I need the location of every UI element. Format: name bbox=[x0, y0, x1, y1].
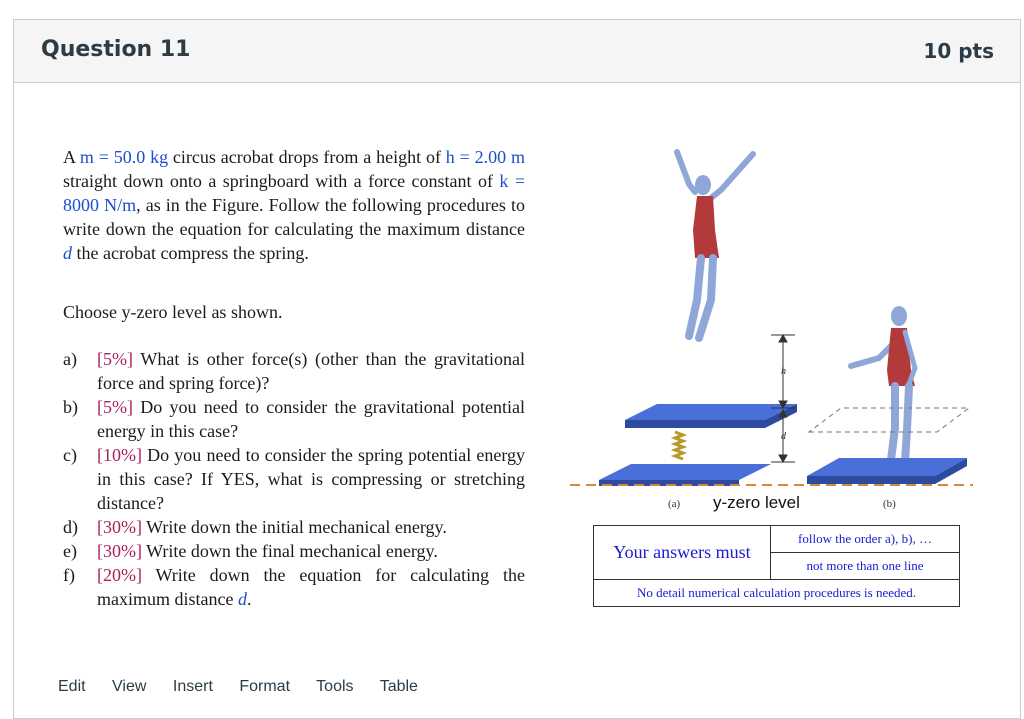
sub-question-list bbox=[63, 347, 525, 611]
sub-question-text: Do you need to consider the gravitational potential energy in this case? bbox=[97, 397, 525, 441]
sub-question-text: Write down the final mechanical energy. bbox=[141, 541, 438, 561]
answer-instruction-left: Your answers must bbox=[594, 526, 771, 580]
compression-label: d bbox=[781, 431, 786, 442]
distance-variable: d bbox=[63, 243, 72, 263]
answer-instruction-bottom: No detail numerical calculation procedures is needed. bbox=[594, 580, 960, 607]
acrobat-springboard-figure bbox=[565, 140, 975, 520]
intro-text-2: circus acrobat drops from a height of bbox=[168, 147, 446, 167]
choose-yzero-text: Choose y-zero level as shown. bbox=[63, 302, 283, 322]
menu-insert[interactable]: Insert bbox=[172, 678, 213, 695]
sub-question-text: Write down the initial mechanical energy. bbox=[141, 517, 447, 537]
question-header bbox=[14, 20, 1020, 83]
standing-acrobat-figure bbox=[851, 306, 915, 462]
sub-question-e bbox=[63, 539, 525, 563]
sub-question-percent: [5%] bbox=[97, 349, 133, 369]
menu-tools[interactable]: Tools bbox=[316, 678, 354, 695]
sub-question-b bbox=[63, 395, 525, 443]
intro-text-3: straight down onto a springboard with a force constant of bbox=[63, 171, 500, 191]
sub-question-a bbox=[63, 347, 525, 395]
answer-instructions-table bbox=[593, 525, 960, 607]
springboard-compressed bbox=[807, 458, 967, 484]
answer-instruction-order: follow the order a), b), … bbox=[771, 526, 960, 553]
sub-question-text: What is other force(s) (other than the gravitational force and spring force)? bbox=[97, 349, 525, 393]
sub-question-tail: . bbox=[246, 589, 252, 609]
sub-question-label: e) bbox=[63, 541, 77, 561]
question-title: Question 11 bbox=[41, 37, 191, 62]
intro-text-1: A bbox=[63, 147, 80, 167]
mass-expression: m = 50.0 kg bbox=[79, 147, 169, 167]
menu-table[interactable]: Table bbox=[379, 678, 418, 695]
question-intro bbox=[63, 145, 525, 265]
sub-question-percent: [10%] bbox=[97, 445, 142, 465]
menu-edit[interactable]: Edit bbox=[58, 678, 86, 695]
spring-coil bbox=[675, 432, 683, 459]
dimension-markers bbox=[771, 335, 795, 462]
answer-instruction-length: not more than one line bbox=[771, 553, 960, 580]
question-points: 10 pts bbox=[923, 39, 994, 63]
sub-question-percent: [20%] bbox=[97, 565, 142, 585]
sub-question-percent: [30%] bbox=[97, 541, 142, 561]
diving-acrobat-figure bbox=[677, 152, 753, 338]
height-expression: h = 2.00 m bbox=[445, 147, 526, 167]
spring-constant-expression: k = 8000 N/m bbox=[63, 171, 525, 215]
sub-question-text: Do you need to consider the spring potential energy in this case? If YES, what is compressing or stretching distance? bbox=[97, 445, 525, 513]
dashed-board-outline bbox=[809, 408, 969, 432]
sub-question-percent: [30%] bbox=[97, 517, 142, 537]
menu-view[interactable]: View bbox=[112, 678, 147, 695]
intro-text-5: the acrobat compress the spring. bbox=[72, 243, 309, 263]
sub-question-label: c) bbox=[63, 445, 77, 465]
intro-text-4: , as in the Figure. Follow the following procedures to write down the equation for calculating the maximum distance bbox=[63, 195, 525, 239]
editor-menubar bbox=[58, 678, 418, 696]
sub-question-label: f) bbox=[63, 565, 75, 585]
figure-label-b: (b) bbox=[883, 498, 896, 510]
sub-question-label: b) bbox=[63, 397, 78, 417]
sub-question-label: d) bbox=[63, 517, 78, 537]
menu-format[interactable]: Format bbox=[239, 678, 291, 695]
springboard-bottom bbox=[599, 464, 771, 486]
sub-question-c bbox=[63, 443, 525, 515]
distance-variable: d bbox=[237, 589, 247, 609]
sub-question-text: Write down the equation for calculating the maximum distance bbox=[97, 565, 525, 609]
figure-label-a: (a) bbox=[668, 498, 681, 510]
height-label: h bbox=[781, 366, 786, 377]
sub-question-f bbox=[63, 563, 525, 611]
sub-question-d bbox=[63, 515, 525, 539]
y-zero-label: y-zero level bbox=[713, 493, 800, 512]
sub-question-percent: [5%] bbox=[97, 397, 133, 417]
sub-question-label: a) bbox=[63, 349, 77, 369]
